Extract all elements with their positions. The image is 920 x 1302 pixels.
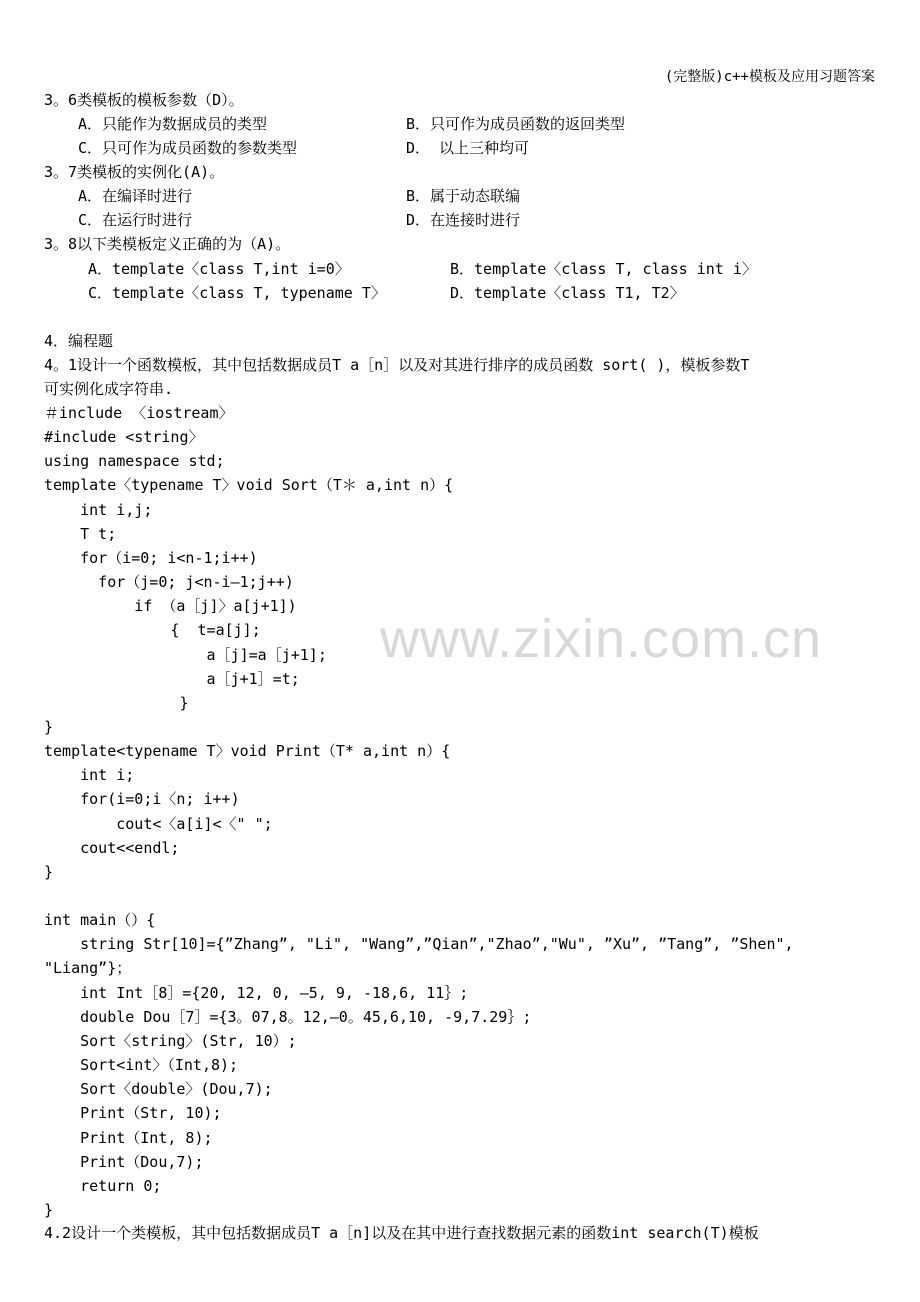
code-line: template<typename T〉void Print（T* a,int n）{ (44, 742, 451, 760)
code-line: int main（）{ (44, 911, 156, 929)
code-line: int i; (44, 766, 135, 784)
q36-option-d: D． 以上三种均可 (406, 139, 530, 157)
q38-option-c: C．template〈class T, typename T〉 (88, 284, 386, 302)
code-line: } (44, 694, 189, 712)
q37-option-d: D．在连接时进行 (406, 211, 521, 229)
code-line: cout<<endl; (44, 839, 180, 857)
code-line: } (44, 1201, 54, 1219)
code-line: int Int［8］={20, 12, 0, —5, 9, -18,6, 11｝; (44, 984, 469, 1002)
code-line: Sort〈string〉(Str, 10）; (44, 1032, 297, 1050)
code-line: double Dou［7］={3。07,8。12,—0。45,6,10, -9,7.29｝; (44, 1008, 532, 1026)
q38-option-d: D．template〈class T1, T2〉 (450, 284, 685, 302)
code-line: template〈typename T〉void Sort（T＊ a,int n）{ (44, 476, 454, 494)
code-line: using namespace std; (44, 452, 225, 470)
code-line: for(i=0;i〈n; i++) (44, 790, 240, 808)
q37-option-b: B．属于动态联编 (406, 187, 521, 205)
code-line: cout<〈a[i]<〈" "; (44, 815, 273, 833)
question-3-7: 3。7类模板的实例化(A)。 (44, 163, 225, 181)
code-line: } (44, 863, 54, 881)
code-line: return 0; (44, 1177, 162, 1195)
code-line: Sort〈double〉(Dou,7); (44, 1080, 273, 1098)
q36-option-c: C．只可作为成员函数的参数类型 (78, 139, 298, 157)
q37-option-c: C．在运行时进行 (78, 211, 193, 229)
code-line: Print（Str, 10); (44, 1104, 222, 1122)
code-line: ＃include 〈iostream〉 (44, 404, 234, 422)
code-line: #include <string〉 (44, 428, 204, 446)
question-3-8: 3。8以下类模板定义正确的为（A)。 (44, 235, 291, 253)
code-line: string Str[10]={”Zhang”, "Li", "Wang”,”Qian”,"Zhao”,"Wu", ”Xu”, ”Tang”, ”Shen", (44, 935, 794, 953)
code-line: T t; (44, 525, 117, 543)
q37-option-a: A．在编译时进行 (78, 187, 193, 205)
code-line: Print（Int, 8); (44, 1129, 213, 1147)
code-line: if （a［j]〉a[j+1]) (44, 597, 297, 615)
code-line: a［j]=a［j+1]; (44, 646, 327, 664)
code-line: a［j+1］=t; (44, 670, 300, 688)
code-line: } (44, 718, 54, 736)
q36-option-b: B．只可作为成员函数的返回类型 (406, 115, 626, 133)
question-4-2-text: 4.2设计一个类模板，其中包括数据成员T a［n]以及在其中进行查找数据元素的函数int search(T)模板 (44, 1224, 759, 1242)
section-4-title: 4．编程题 (44, 332, 114, 350)
code-line: "Liang”}； (44, 959, 132, 977)
q38-option-a: A．template〈class T,int i=0〉 (88, 260, 350, 278)
code-line: Print（Dou,7); (44, 1153, 204, 1171)
code-line: for（i=0; i<n-1;i++) (44, 549, 258, 567)
code-line: { t=a[j]; (44, 621, 261, 639)
q38-option-b: B．template〈class T, class int i〉 (450, 260, 757, 278)
question-3-6: 3。6类模板的模板参数（D）。 (44, 91, 244, 109)
page-header: (完整版)c++模板及应用习题答案 (664, 69, 875, 85)
code-line: int i,j; (44, 501, 153, 519)
question-4-1-text-cont: 可实例化成字符串. (44, 380, 174, 398)
question-4-1-text: 4。1设计一个函数模板，其中包括数据成员T a［n］以及对其进行排序的成员函数 sort( )，模板参数T (44, 356, 750, 374)
code-line: for（j=0; j<n-i—1;j++) (44, 573, 294, 591)
code-line: Sort<int〉（Int,8); (44, 1056, 239, 1074)
watermark: www.zixin.com.cn (380, 609, 823, 669)
q36-option-a: A．只能作为数据成员的类型 (78, 115, 268, 133)
